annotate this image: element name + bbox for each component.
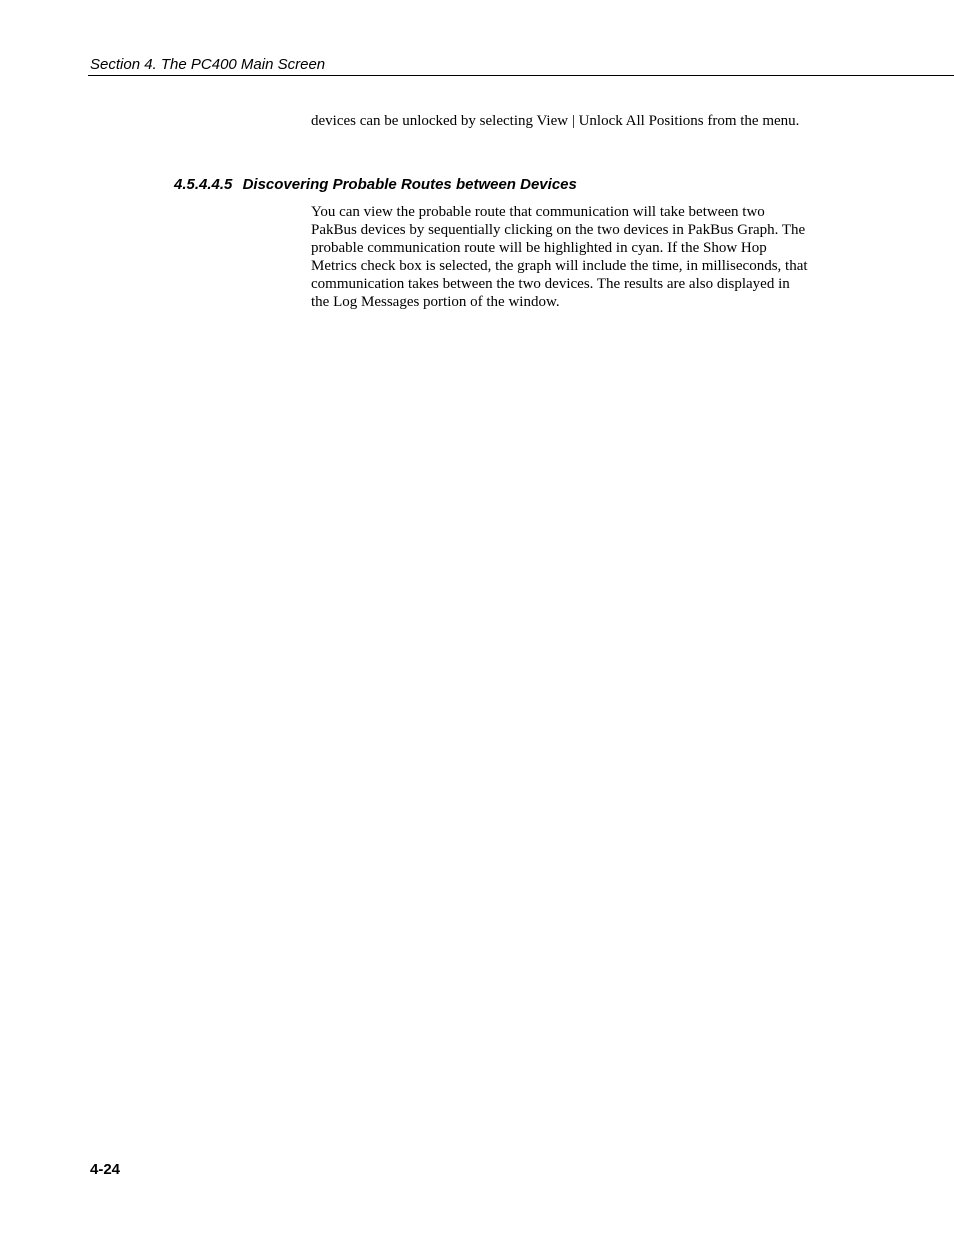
header-rule [88,75,954,76]
section-heading [174,175,577,195]
section-paragraph: You can view the probable route that communication will take between two PakBus devices by sequentially clicking on the two devices in PakBus Graph. The probable communication route will be highlighted in cyan. If the Show Hop Metrics check box is selected, the graph will include the time, in milliseconds, that communication takes between the two devices. The results are also displayed in the Log Messages portion of the window. [311,204,808,310]
running-header: Section 4. The PC400 Main Screen [90,56,326,73]
section-number: 4.5.4.4.5 [174,176,233,193]
page-number: 4-24 [90,1161,121,1178]
section-title: Discovering Probable Routes between Devices [242,176,577,193]
continuation-paragraph: devices can be unlocked by selecting View | Unlock All Positions from the menu. [311,113,800,129]
